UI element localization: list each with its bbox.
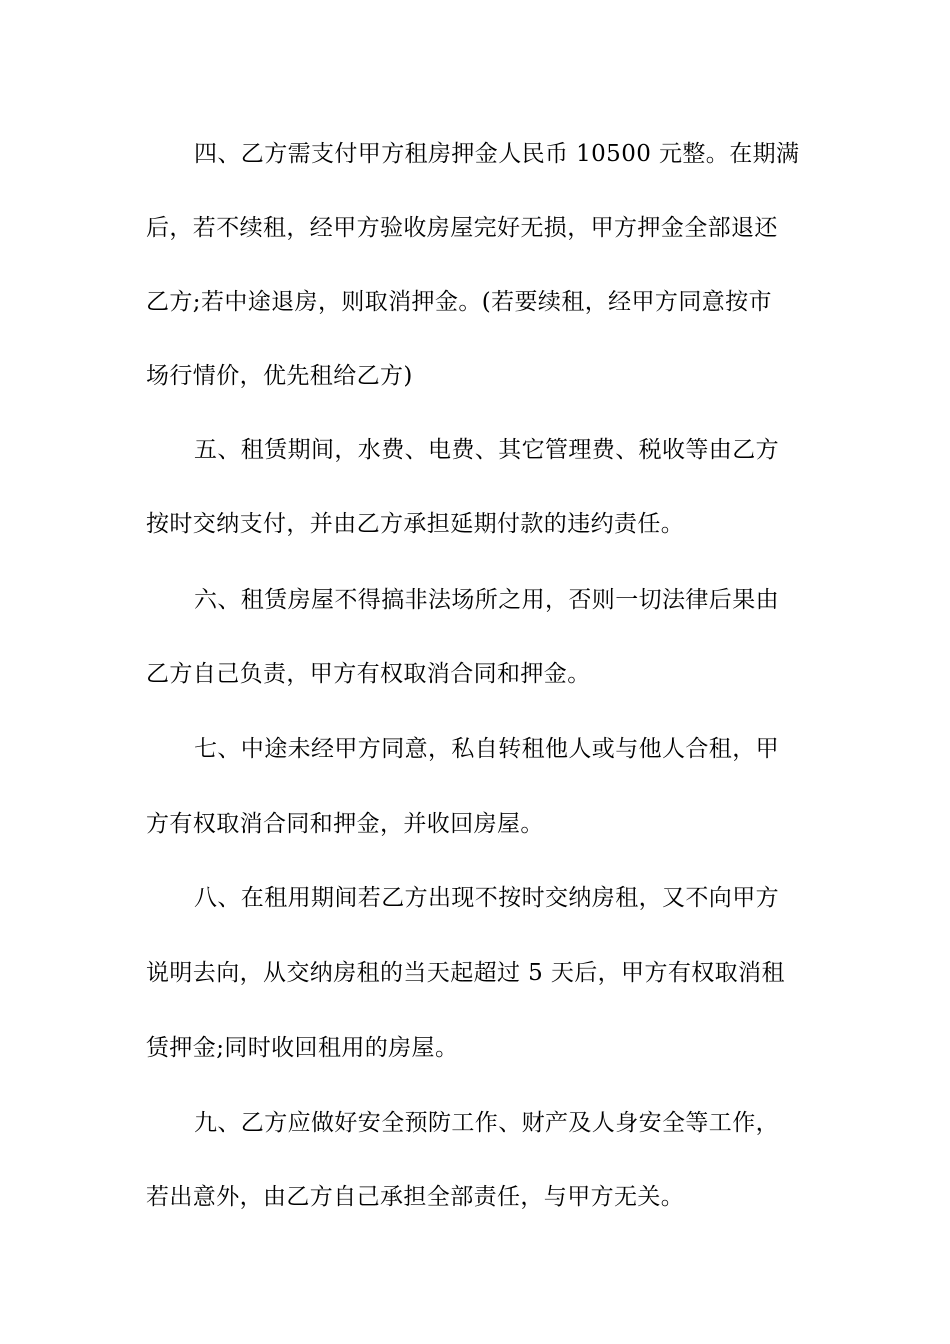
clause-9-line-2: 若出意外，由乙方自己承担全部责任，与甲方无关。 — [146, 1184, 685, 1210]
clause-8-line-1: 八、在租用期间若乙方出现不按时交纳房租，又不向甲方 — [194, 885, 779, 911]
clause-7-line-2: 方有权取消合同和押金，并收回房屋。 — [146, 811, 544, 837]
clause-8-line-3: 赁押金;同时收回租用的房屋。 — [146, 1035, 459, 1061]
clause-4-line-1: 四、乙方需支付甲方租房押金人民币 10500 元整。在期满 — [194, 141, 800, 167]
clause-4-line-2: 后，若不续租，经甲方验收房屋完好无损，甲方押金全部退还 — [146, 215, 778, 241]
clause-6-line-2: 乙方自己负责，甲方有权取消合同和押金。 — [146, 661, 591, 687]
clause-8-line-2: 说明去向，从交纳房租的当天起超过 5 天后，甲方有权取消租 — [146, 960, 785, 986]
clause-7-line-1: 七、中途未经甲方同意，私自转租他人或与他人合租，甲 — [194, 736, 779, 762]
clause-4-line-3: 乙方;若中途退房，则取消押金。(若要续租，经甲方同意按市 — [146, 289, 772, 315]
clause-5-line-2: 按时交纳支付，并由乙方承担延期付款的违约责任。 — [146, 511, 685, 537]
clause-4-line-4: 场行情价，优先租给乙方) — [146, 363, 413, 389]
clause-9-line-1: 九、乙方应做好安全预防工作、财产及人身安全等工作， — [194, 1110, 779, 1136]
clause-5-line-1: 五、租赁期间，水费、电费、其它管理费、税收等由乙方 — [194, 437, 779, 463]
clause-6-line-1: 六、租赁房屋不得搞非法场所之用，否则一切法律后果由 — [194, 587, 779, 613]
